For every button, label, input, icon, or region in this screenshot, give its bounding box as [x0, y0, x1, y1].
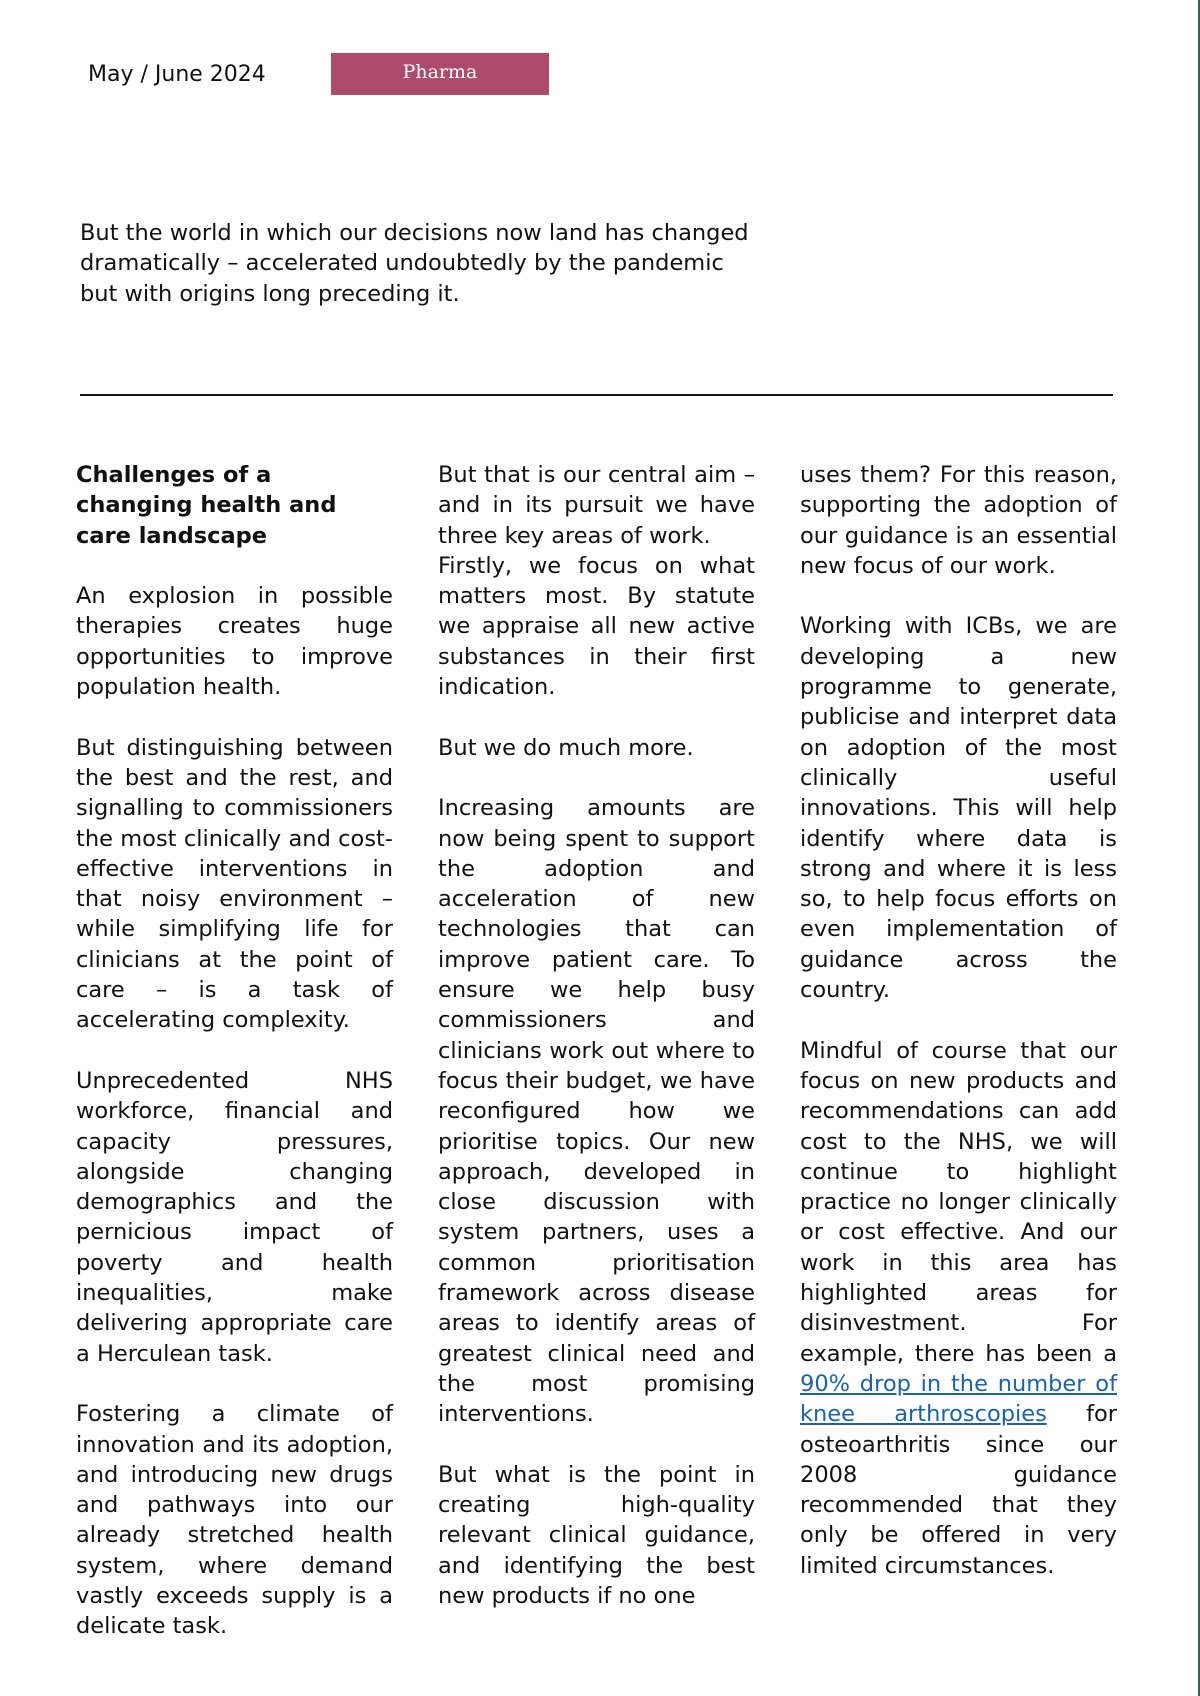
paragraph-with-link	[800, 1036, 1117, 1581]
issue-date: May / June 2024	[88, 62, 266, 87]
paragraph: Fostering a climate of innovation and its adoption, and introducing new drugs and pathways into our already stretched health system, where demand vastly exceeds supply is a delicate task.	[76, 1401, 393, 1640]
paragraph: Firstly, we focus on what matters most. By statute we appraise all new active substances in their first indication.	[438, 552, 755, 701]
pull-quote: But the world in which our decisions now land has changed dramatically – accelerated undoubtedly by the pandemic but with origins long preceding it.	[80, 220, 749, 307]
paragraph: uses them? For this reason, supporting the adoption of our guidance is an essential new focus of our work.	[800, 462, 1117, 579]
article-column-2	[438, 460, 755, 1642]
paragraph: Unprecedented NHS workforce, financial and capacity pressures, alongside changing demographics and the pernicious impact of poverty and health inequalities, make delivering appropriate care a Herculean task.	[76, 1067, 393, 1367]
paragraph-text: for osteoarthritis since our 2008 guidance recommended that they only be offered in very limited circumstances.	[800, 1401, 1118, 1579]
section-heading: Challenges of a changing health and care landscape	[76, 462, 337, 549]
divider-rule	[80, 394, 1113, 396]
paragraph: But that is our central aim – and in its pursuit we have three key areas of work.	[438, 462, 755, 549]
arthroscopy-stat-link[interactable]: 90% drop in the number of knee arthroscopies	[800, 1370, 1117, 1428]
paragraph: Increasing amounts are now being spent to support the adoption and acceleration of new technologies that can improve patient care. To ensure we help busy commissioners and clinicians work out where to focus their budget, we have reconfigured how we prioritise topics. Our new approach, developed in close discussion with system partners, uses a common prioritisation framework across disease areas to identify areas of greatest clinical need and the most promising interventions.	[438, 795, 755, 1428]
paragraph: Working with ICBs, we are developing a new programme to generate, publicise and interpret data on adoption of the most clinically useful innovations. This will help identify where data is strong and where it is less so, to help focus efforts on even implementation of guidance across the country.	[800, 613, 1117, 1004]
section-tag: Pharma	[331, 53, 549, 95]
paragraph: But we do much more.	[438, 734, 694, 761]
article-column-3	[800, 460, 1117, 1611]
paragraph: But distinguishing between the best and the rest, and signalling to commissioners the most clinically and cost-effective interventions in that noisy environment – while simplifying life for clinicians at the point of care – is a task of accelerating complexity.	[76, 734, 393, 1034]
paragraph: An explosion in possible therapies creates huge opportunities to improve population health.	[76, 583, 393, 701]
paragraph: But what is the point in creating high-quality relevant clinical guidance, and identifying the best new products if no one	[438, 1461, 755, 1609]
paragraph-text: Mindful of course that our focus on new products and recommendations can add cost to the NHS, we will continue to highlight practice no longer clinically or cost effective. And our work in this area has highlighted areas for disinvestment. For example, there has been a	[800, 1037, 1117, 1367]
article-column-1	[76, 460, 393, 1672]
